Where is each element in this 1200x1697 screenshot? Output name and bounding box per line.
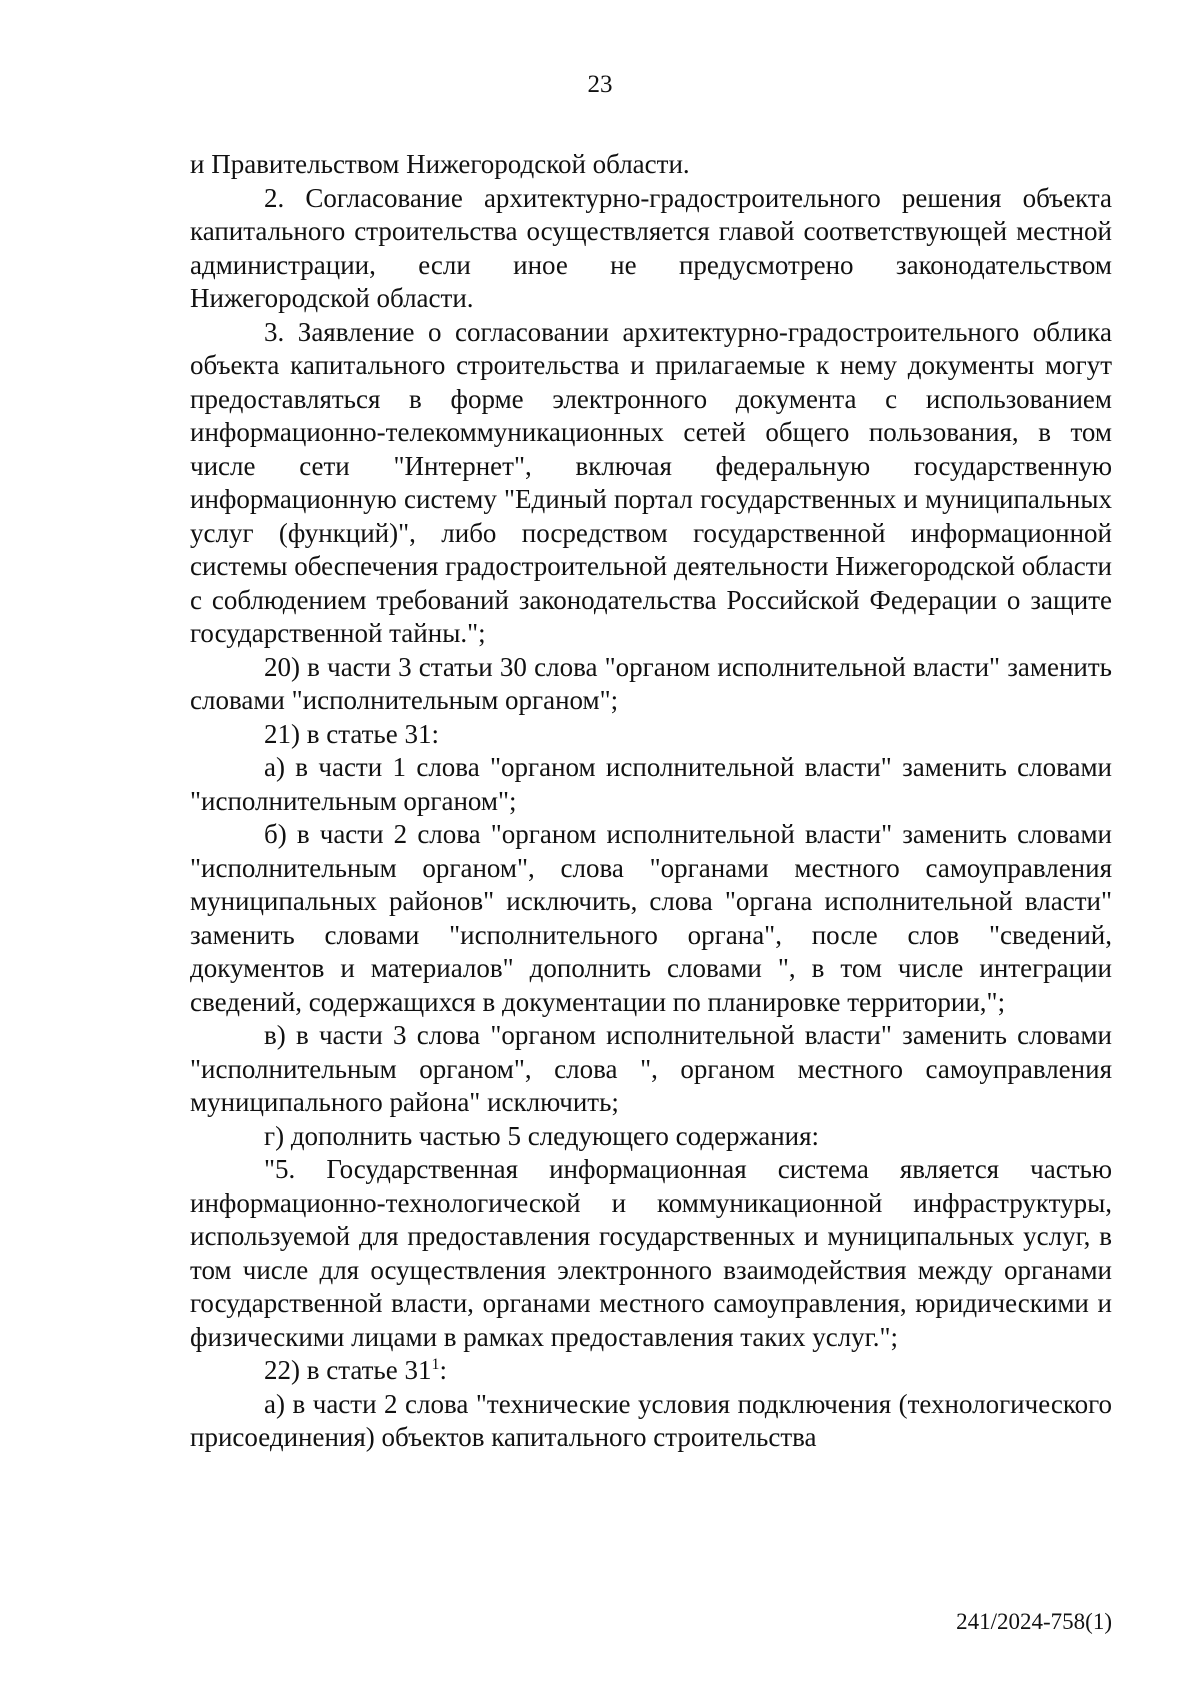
paragraph-item-22-text: 22) в статье 31 <box>264 1355 432 1385</box>
paragraph-item-2: 2. Согласование архитектурно-градостроительного решения объекта капитального строительства осуществляется главой соответствующей местной администрации, если иное не предусмотрено законодательством Нижегородской области. <box>190 182 1112 313</box>
page-number: 23 <box>587 71 613 98</box>
paragraph-item-22-suffix: : <box>439 1355 447 1385</box>
paragraph-item-22 <box>190 1354 1112 1388</box>
paragraph-item-21g: г) дополнить частью 5 следующего содержания: <box>264 1120 820 1151</box>
paragraph-item-22a: а) в части 2 слова "технические условия подключения (технологического присоединения) объектов капитального строительства <box>190 1388 1112 1452</box>
paragraph-item-3: 3. Заявление о согласовании архитектурно-градостроительного облика объекта капитального строительства и прилагаемые к нему документы могут предоставляться в форме электронного документа с использованием информационно-телекоммуникационных сетей общего пользования, в том числе сети "Интернет", включая федеральную государственную информационную систему "Единый портал государственных и муниципальных услуг (функций)", либо посредством государственной информационной системы обеспечения градостроительной деятельности Нижегородской области с соблюдением требований законодательства Российской Федерации о защите государственной тайны."; <box>190 316 1112 648</box>
paragraph-item-21v: в) в части 3 слова "органом исполнительной власти" заменить словами "исполнительным органом", слова ", органом местного самоуправления муниципального района" исключить; <box>190 1020 1112 1117</box>
paragraph-item-21a: а) в части 1 слова "органом исполнительной власти" заменить словами "исполнительным органом"; <box>190 752 1112 816</box>
document-code: 241/2024-758(1) <box>956 1609 1112 1634</box>
paragraph-quote-5: "5. Государственная информационная система является частью информационно-технологической и коммуникационной инфраструктуры, используемой для предоставления государственных и муниципальных услуг, в том числе для осуществления электронного взаимодействия между органами государственной власти, органами местного самоуправления, юридическими и физическими лицами в рамках предоставления таких услуг."; <box>190 1154 1112 1352</box>
paragraph-item-20: 20) в части 3 статьи 30 слова "органом исполнительной власти" заменить словами "исполнительным органом"; <box>190 651 1112 715</box>
paragraph-item-21b: б) в части 2 слова "органом исполнительной власти" заменить словами "исполнительным органом", слова "органами местного самоуправления муниципальных районов" исключить, слова "органа исполнительной власти" заменить словами "исполнительного органа", после слов "сведений, документов и материалов" дополнить словами ", в том числе интеграции сведений, содержащихся в документации по планировке территории,"; <box>190 819 1112 1017</box>
paragraph-continuation: и Правительством Нижегородской области. <box>190 149 690 179</box>
paragraph-item-21: 21) в статье 31: <box>264 718 439 749</box>
superscript: 1 <box>431 1356 440 1373</box>
document-body <box>190 148 1112 1455</box>
